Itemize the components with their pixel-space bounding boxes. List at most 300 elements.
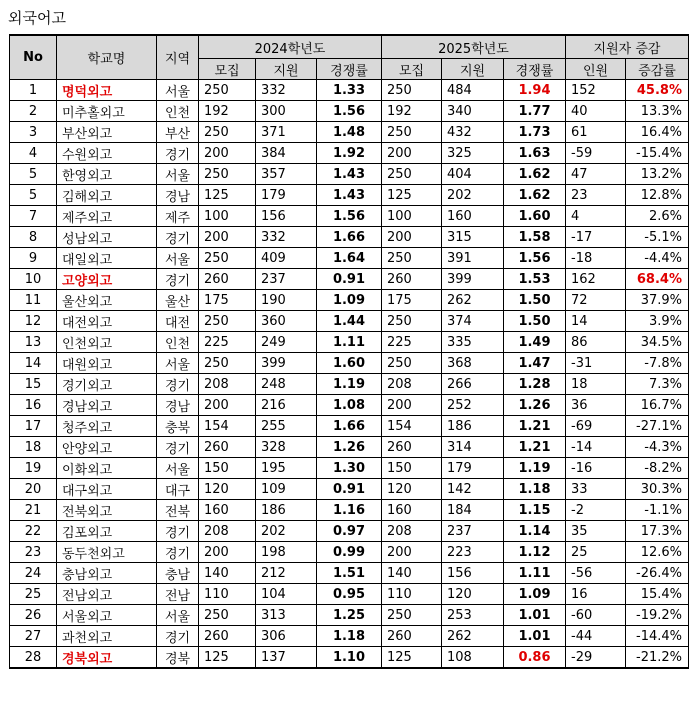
cell-region: 경기 xyxy=(157,521,199,542)
cell-no: 10 xyxy=(10,269,57,290)
table-row xyxy=(10,311,689,332)
cell-diff: 23 xyxy=(566,185,626,206)
cell-diff: 61 xyxy=(566,122,626,143)
cell-region: 인천 xyxy=(157,101,199,122)
cell-pct: -4.4% xyxy=(626,248,689,269)
cell-no: 28 xyxy=(10,647,57,669)
cell-rate-2025: 1.60 xyxy=(504,206,566,227)
cell-rate-2025: 1.58 xyxy=(504,227,566,248)
cell-rate-2025: 1.50 xyxy=(504,311,566,332)
cell-school: 충남외고 xyxy=(57,563,157,584)
cell-quota-2024: 100 xyxy=(199,206,256,227)
cell-rate-2024: 1.16 xyxy=(317,500,382,521)
cell-rate-2024: 0.99 xyxy=(317,542,382,563)
cell-applicants-2024: 255 xyxy=(256,416,317,437)
table-body xyxy=(10,80,689,669)
cell-applicants-2024: 332 xyxy=(256,227,317,248)
cell-applicants-2024: 399 xyxy=(256,353,317,374)
cell-rate-2025: 1.53 xyxy=(504,269,566,290)
cell-rate-2024: 1.56 xyxy=(317,206,382,227)
cell-rate-2024: 1.10 xyxy=(317,647,382,669)
cell-diff: -31 xyxy=(566,353,626,374)
cell-rate-2024: 1.30 xyxy=(317,458,382,479)
cell-quota-2025: 250 xyxy=(382,122,442,143)
cell-quota-2025: 260 xyxy=(382,437,442,458)
cell-no: 27 xyxy=(10,626,57,647)
cell-school: 대구외고 xyxy=(57,479,157,500)
cell-applicants-2025: 325 xyxy=(442,143,504,164)
cell-quota-2024: 200 xyxy=(199,395,256,416)
cell-school: 한영외고 xyxy=(57,164,157,185)
subheader-rate-2025: 경쟁률 xyxy=(504,59,566,80)
cell-pct: -7.8% xyxy=(626,353,689,374)
header-2024: 2024학년도 xyxy=(199,35,382,59)
cell-region: 경북 xyxy=(157,647,199,669)
cell-pct: 34.5% xyxy=(626,332,689,353)
cell-applicants-2025: 314 xyxy=(442,437,504,458)
cell-pct: 12.6% xyxy=(626,542,689,563)
cell-quota-2024: 260 xyxy=(199,626,256,647)
cell-school: 경남외고 xyxy=(57,395,157,416)
cell-no: 20 xyxy=(10,479,57,500)
cell-region: 전북 xyxy=(157,500,199,521)
cell-rate-2025: 1.14 xyxy=(504,521,566,542)
cell-applicants-2025: 404 xyxy=(442,164,504,185)
table-row xyxy=(10,101,689,122)
cell-rate-2024: 1.18 xyxy=(317,626,382,647)
table-row xyxy=(10,206,689,227)
cell-no: 4 xyxy=(10,143,57,164)
cell-school: 제주외고 xyxy=(57,206,157,227)
cell-no: 11 xyxy=(10,290,57,311)
cell-region: 울산 xyxy=(157,290,199,311)
cell-rate-2025: 1.12 xyxy=(504,542,566,563)
cell-no: 24 xyxy=(10,563,57,584)
cell-school: 안양외고 xyxy=(57,437,157,458)
cell-region: 서울 xyxy=(157,353,199,374)
cell-applicants-2025: 179 xyxy=(442,458,504,479)
cell-applicants-2025: 120 xyxy=(442,584,504,605)
cell-rate-2024: 1.26 xyxy=(317,437,382,458)
table-row xyxy=(10,122,689,143)
cell-diff: -69 xyxy=(566,416,626,437)
cell-pct: 12.8% xyxy=(626,185,689,206)
cell-no: 5 xyxy=(10,185,57,206)
cell-applicants-2025: 315 xyxy=(442,227,504,248)
cell-quota-2024: 250 xyxy=(199,122,256,143)
cell-applicants-2024: 249 xyxy=(256,332,317,353)
table-row xyxy=(10,647,689,669)
cell-applicants-2024: 212 xyxy=(256,563,317,584)
cell-diff: -16 xyxy=(566,458,626,479)
cell-applicants-2024: 248 xyxy=(256,374,317,395)
table-row xyxy=(10,374,689,395)
cell-school: 서울외고 xyxy=(57,605,157,626)
cell-pct: 15.4% xyxy=(626,584,689,605)
cell-quota-2025: 125 xyxy=(382,647,442,669)
cell-diff: 16 xyxy=(566,584,626,605)
cell-diff: 162 xyxy=(566,269,626,290)
cell-quota-2025: 150 xyxy=(382,458,442,479)
cell-quota-2024: 260 xyxy=(199,437,256,458)
cell-quota-2025: 200 xyxy=(382,395,442,416)
table-row xyxy=(10,500,689,521)
cell-rate-2024: 1.43 xyxy=(317,185,382,206)
cell-rate-2024: 0.91 xyxy=(317,479,382,500)
cell-quota-2025: 208 xyxy=(382,374,442,395)
cell-rate-2025: 1.21 xyxy=(504,437,566,458)
cell-no: 17 xyxy=(10,416,57,437)
subheader-quota-2024: 모집 xyxy=(199,59,256,80)
table-row xyxy=(10,143,689,164)
cell-region: 전남 xyxy=(157,584,199,605)
cell-quota-2025: 250 xyxy=(382,353,442,374)
table-row xyxy=(10,521,689,542)
subheader-applicants-2025: 지원 xyxy=(442,59,504,80)
cell-school: 인천외고 xyxy=(57,332,157,353)
cell-region: 제주 xyxy=(157,206,199,227)
cell-rate-2024: 1.43 xyxy=(317,164,382,185)
cell-applicants-2025: 391 xyxy=(442,248,504,269)
cell-quota-2025: 250 xyxy=(382,605,442,626)
cell-no: 5 xyxy=(10,164,57,185)
cell-pct: 17.3% xyxy=(626,521,689,542)
cell-quota-2024: 154 xyxy=(199,416,256,437)
cell-pct: 2.6% xyxy=(626,206,689,227)
cell-pct: -19.2% xyxy=(626,605,689,626)
cell-school: 경북외고 xyxy=(57,647,157,669)
table-row xyxy=(10,458,689,479)
table-row xyxy=(10,80,689,101)
cell-pct: -26.4% xyxy=(626,563,689,584)
cell-applicants-2024: 156 xyxy=(256,206,317,227)
cell-applicants-2025: 156 xyxy=(442,563,504,584)
cell-quota-2024: 260 xyxy=(199,269,256,290)
cell-diff: 18 xyxy=(566,374,626,395)
cell-diff: 47 xyxy=(566,164,626,185)
header-change: 지원자 증감 xyxy=(566,35,689,59)
cell-rate-2025: 1.94 xyxy=(504,80,566,101)
cell-quota-2024: 250 xyxy=(199,164,256,185)
cell-applicants-2025: 262 xyxy=(442,290,504,311)
cell-applicants-2024: 357 xyxy=(256,164,317,185)
cell-applicants-2025: 340 xyxy=(442,101,504,122)
cell-rate-2025: 1.28 xyxy=(504,374,566,395)
cell-rate-2025: 1.62 xyxy=(504,164,566,185)
cell-rate-2025: 1.01 xyxy=(504,626,566,647)
table-row xyxy=(10,248,689,269)
cell-no: 19 xyxy=(10,458,57,479)
cell-diff: 40 xyxy=(566,101,626,122)
table-row xyxy=(10,332,689,353)
cell-applicants-2024: 360 xyxy=(256,311,317,332)
cell-rate-2025: 1.19 xyxy=(504,458,566,479)
cell-quota-2025: 260 xyxy=(382,626,442,647)
cell-pct: -8.2% xyxy=(626,458,689,479)
cell-applicants-2025: 108 xyxy=(442,647,504,669)
cell-applicants-2024: 332 xyxy=(256,80,317,101)
cell-school: 부산외고 xyxy=(57,122,157,143)
table-header xyxy=(10,35,689,80)
cell-rate-2024: 1.66 xyxy=(317,416,382,437)
cell-region: 서울 xyxy=(157,80,199,101)
cell-applicants-2025: 184 xyxy=(442,500,504,521)
cell-applicants-2024: 371 xyxy=(256,122,317,143)
cell-rate-2024: 1.64 xyxy=(317,248,382,269)
cell-no: 15 xyxy=(10,374,57,395)
cell-diff: 25 xyxy=(566,542,626,563)
cell-applicants-2025: 374 xyxy=(442,311,504,332)
cell-applicants-2024: 202 xyxy=(256,521,317,542)
cell-no: 14 xyxy=(10,353,57,374)
cell-applicants-2024: 198 xyxy=(256,542,317,563)
cell-diff: -60 xyxy=(566,605,626,626)
cell-rate-2025: 0.86 xyxy=(504,647,566,669)
cell-rate-2025: 1.15 xyxy=(504,500,566,521)
cell-diff: -56 xyxy=(566,563,626,584)
cell-rate-2025: 1.62 xyxy=(504,185,566,206)
cell-rate-2024: 1.44 xyxy=(317,311,382,332)
subheader-applicants-2024: 지원 xyxy=(256,59,317,80)
cell-region: 부산 xyxy=(157,122,199,143)
cell-region: 대구 xyxy=(157,479,199,500)
cell-applicants-2025: 186 xyxy=(442,416,504,437)
cell-applicants-2024: 104 xyxy=(256,584,317,605)
cell-quota-2024: 200 xyxy=(199,143,256,164)
cell-no: 26 xyxy=(10,605,57,626)
cell-pct: -27.1% xyxy=(626,416,689,437)
cell-quota-2025: 125 xyxy=(382,185,442,206)
subheader-rate-2024: 경쟁률 xyxy=(317,59,382,80)
cell-quota-2025: 250 xyxy=(382,311,442,332)
cell-diff: -59 xyxy=(566,143,626,164)
competition-rate-table xyxy=(9,34,689,669)
header-no: No xyxy=(10,35,57,80)
cell-region: 서울 xyxy=(157,248,199,269)
cell-region: 경기 xyxy=(157,626,199,647)
cell-school: 성남외고 xyxy=(57,227,157,248)
cell-quota-2025: 208 xyxy=(382,521,442,542)
cell-region: 서울 xyxy=(157,458,199,479)
cell-quota-2024: 125 xyxy=(199,647,256,669)
cell-rate-2024: 1.66 xyxy=(317,227,382,248)
table-row xyxy=(10,605,689,626)
cell-region: 경기 xyxy=(157,542,199,563)
cell-rate-2024: 1.51 xyxy=(317,563,382,584)
cell-quota-2024: 200 xyxy=(199,542,256,563)
cell-no: 21 xyxy=(10,500,57,521)
cell-quota-2025: 260 xyxy=(382,269,442,290)
cell-quota-2025: 250 xyxy=(382,248,442,269)
cell-quota-2025: 192 xyxy=(382,101,442,122)
cell-region: 충북 xyxy=(157,416,199,437)
cell-rate-2025: 1.11 xyxy=(504,563,566,584)
cell-applicants-2025: 368 xyxy=(442,353,504,374)
subheader-diff: 인원 xyxy=(566,59,626,80)
cell-no: 25 xyxy=(10,584,57,605)
cell-rate-2025: 1.26 xyxy=(504,395,566,416)
cell-applicants-2024: 313 xyxy=(256,605,317,626)
cell-rate-2025: 1.56 xyxy=(504,248,566,269)
subheader-pct: 증감률 xyxy=(626,59,689,80)
cell-pct: -21.2% xyxy=(626,647,689,669)
cell-quota-2025: 160 xyxy=(382,500,442,521)
cell-applicants-2024: 409 xyxy=(256,248,317,269)
cell-diff: -14 xyxy=(566,437,626,458)
header-school: 학교명 xyxy=(57,35,157,80)
cell-region: 경남 xyxy=(157,185,199,206)
cell-rate-2025: 1.49 xyxy=(504,332,566,353)
cell-pct: 13.3% xyxy=(626,101,689,122)
cell-rate-2025: 1.77 xyxy=(504,101,566,122)
cell-applicants-2025: 142 xyxy=(442,479,504,500)
table-row xyxy=(10,563,689,584)
table-row xyxy=(10,164,689,185)
cell-quota-2025: 120 xyxy=(382,479,442,500)
cell-pct: 30.3% xyxy=(626,479,689,500)
cell-no: 7 xyxy=(10,206,57,227)
cell-applicants-2025: 237 xyxy=(442,521,504,542)
cell-no: 22 xyxy=(10,521,57,542)
cell-quota-2025: 225 xyxy=(382,332,442,353)
cell-pct: -14.4% xyxy=(626,626,689,647)
cell-rate-2024: 1.60 xyxy=(317,353,382,374)
cell-pct: 37.9% xyxy=(626,290,689,311)
cell-applicants-2024: 186 xyxy=(256,500,317,521)
cell-rate-2025: 1.73 xyxy=(504,122,566,143)
cell-diff: -18 xyxy=(566,248,626,269)
cell-diff: -44 xyxy=(566,626,626,647)
cell-quota-2024: 150 xyxy=(199,458,256,479)
cell-school: 대원외고 xyxy=(57,353,157,374)
cell-applicants-2024: 216 xyxy=(256,395,317,416)
cell-applicants-2025: 266 xyxy=(442,374,504,395)
cell-quota-2025: 200 xyxy=(382,227,442,248)
cell-region: 서울 xyxy=(157,164,199,185)
cell-no: 12 xyxy=(10,311,57,332)
cell-diff: -17 xyxy=(566,227,626,248)
cell-diff: 36 xyxy=(566,395,626,416)
cell-pct: 13.2% xyxy=(626,164,689,185)
cell-school: 명덕외고 xyxy=(57,80,157,101)
cell-school: 김포외고 xyxy=(57,521,157,542)
table-row xyxy=(10,626,689,647)
cell-applicants-2024: 300 xyxy=(256,101,317,122)
cell-quota-2024: 175 xyxy=(199,290,256,311)
cell-pct: -5.1% xyxy=(626,227,689,248)
table-row xyxy=(10,353,689,374)
cell-quota-2024: 250 xyxy=(199,311,256,332)
cell-quota-2024: 120 xyxy=(199,479,256,500)
header-region: 지역 xyxy=(157,35,199,80)
cell-rate-2024: 1.08 xyxy=(317,395,382,416)
table-row xyxy=(10,227,689,248)
table-row xyxy=(10,395,689,416)
cell-school: 이화외고 xyxy=(57,458,157,479)
cell-region: 충남 xyxy=(157,563,199,584)
cell-quota-2025: 140 xyxy=(382,563,442,584)
cell-pct: 68.4% xyxy=(626,269,689,290)
cell-school: 과천외고 xyxy=(57,626,157,647)
table-row xyxy=(10,269,689,290)
cell-school: 전북외고 xyxy=(57,500,157,521)
cell-no: 16 xyxy=(10,395,57,416)
cell-applicants-2025: 223 xyxy=(442,542,504,563)
cell-quota-2025: 250 xyxy=(382,80,442,101)
cell-rate-2025: 1.09 xyxy=(504,584,566,605)
cell-school: 동두천외고 xyxy=(57,542,157,563)
cell-rate-2025: 1.01 xyxy=(504,605,566,626)
cell-rate-2025: 1.18 xyxy=(504,479,566,500)
cell-pct: 16.4% xyxy=(626,122,689,143)
cell-diff: 35 xyxy=(566,521,626,542)
cell-applicants-2025: 262 xyxy=(442,626,504,647)
cell-applicants-2024: 328 xyxy=(256,437,317,458)
cell-applicants-2025: 335 xyxy=(442,332,504,353)
cell-rate-2024: 1.09 xyxy=(317,290,382,311)
table-row xyxy=(10,185,689,206)
cell-rate-2024: 1.33 xyxy=(317,80,382,101)
cell-no: 9 xyxy=(10,248,57,269)
cell-applicants-2024: 306 xyxy=(256,626,317,647)
cell-region: 서울 xyxy=(157,605,199,626)
cell-rate-2024: 1.92 xyxy=(317,143,382,164)
cell-diff: 86 xyxy=(566,332,626,353)
cell-diff: 72 xyxy=(566,290,626,311)
cell-applicants-2025: 253 xyxy=(442,605,504,626)
cell-rate-2024: 1.11 xyxy=(317,332,382,353)
cell-rate-2024: 0.95 xyxy=(317,584,382,605)
cell-no: 1 xyxy=(10,80,57,101)
table-row xyxy=(10,416,689,437)
cell-quota-2025: 175 xyxy=(382,290,442,311)
cell-quota-2024: 250 xyxy=(199,605,256,626)
cell-region: 경기 xyxy=(157,437,199,458)
cell-pct: 3.9% xyxy=(626,311,689,332)
cell-applicants-2024: 190 xyxy=(256,290,317,311)
cell-no: 13 xyxy=(10,332,57,353)
cell-no: 8 xyxy=(10,227,57,248)
cell-diff: 4 xyxy=(566,206,626,227)
cell-pct: -4.3% xyxy=(626,437,689,458)
cell-pct: 45.8% xyxy=(626,80,689,101)
header-2025: 2025학년도 xyxy=(382,35,566,59)
cell-diff: 152 xyxy=(566,80,626,101)
cell-no: 3 xyxy=(10,122,57,143)
cell-applicants-2025: 399 xyxy=(442,269,504,290)
table-row xyxy=(10,290,689,311)
cell-quota-2025: 200 xyxy=(382,143,442,164)
cell-region: 경기 xyxy=(157,374,199,395)
cell-school: 미추홀외고 xyxy=(57,101,157,122)
cell-applicants-2024: 137 xyxy=(256,647,317,669)
cell-school: 대일외고 xyxy=(57,248,157,269)
cell-diff: -29 xyxy=(566,647,626,669)
cell-quota-2024: 140 xyxy=(199,563,256,584)
cell-pct: 16.7% xyxy=(626,395,689,416)
cell-applicants-2025: 432 xyxy=(442,122,504,143)
cell-quota-2024: 160 xyxy=(199,500,256,521)
cell-region: 경기 xyxy=(157,227,199,248)
cell-pct: -1.1% xyxy=(626,500,689,521)
cell-quota-2024: 208 xyxy=(199,521,256,542)
cell-quota-2025: 250 xyxy=(382,164,442,185)
cell-rate-2024: 1.25 xyxy=(317,605,382,626)
cell-rate-2024: 1.19 xyxy=(317,374,382,395)
cell-school: 울산외고 xyxy=(57,290,157,311)
cell-rate-2024: 1.56 xyxy=(317,101,382,122)
page-title: 외국어고 xyxy=(8,9,66,27)
